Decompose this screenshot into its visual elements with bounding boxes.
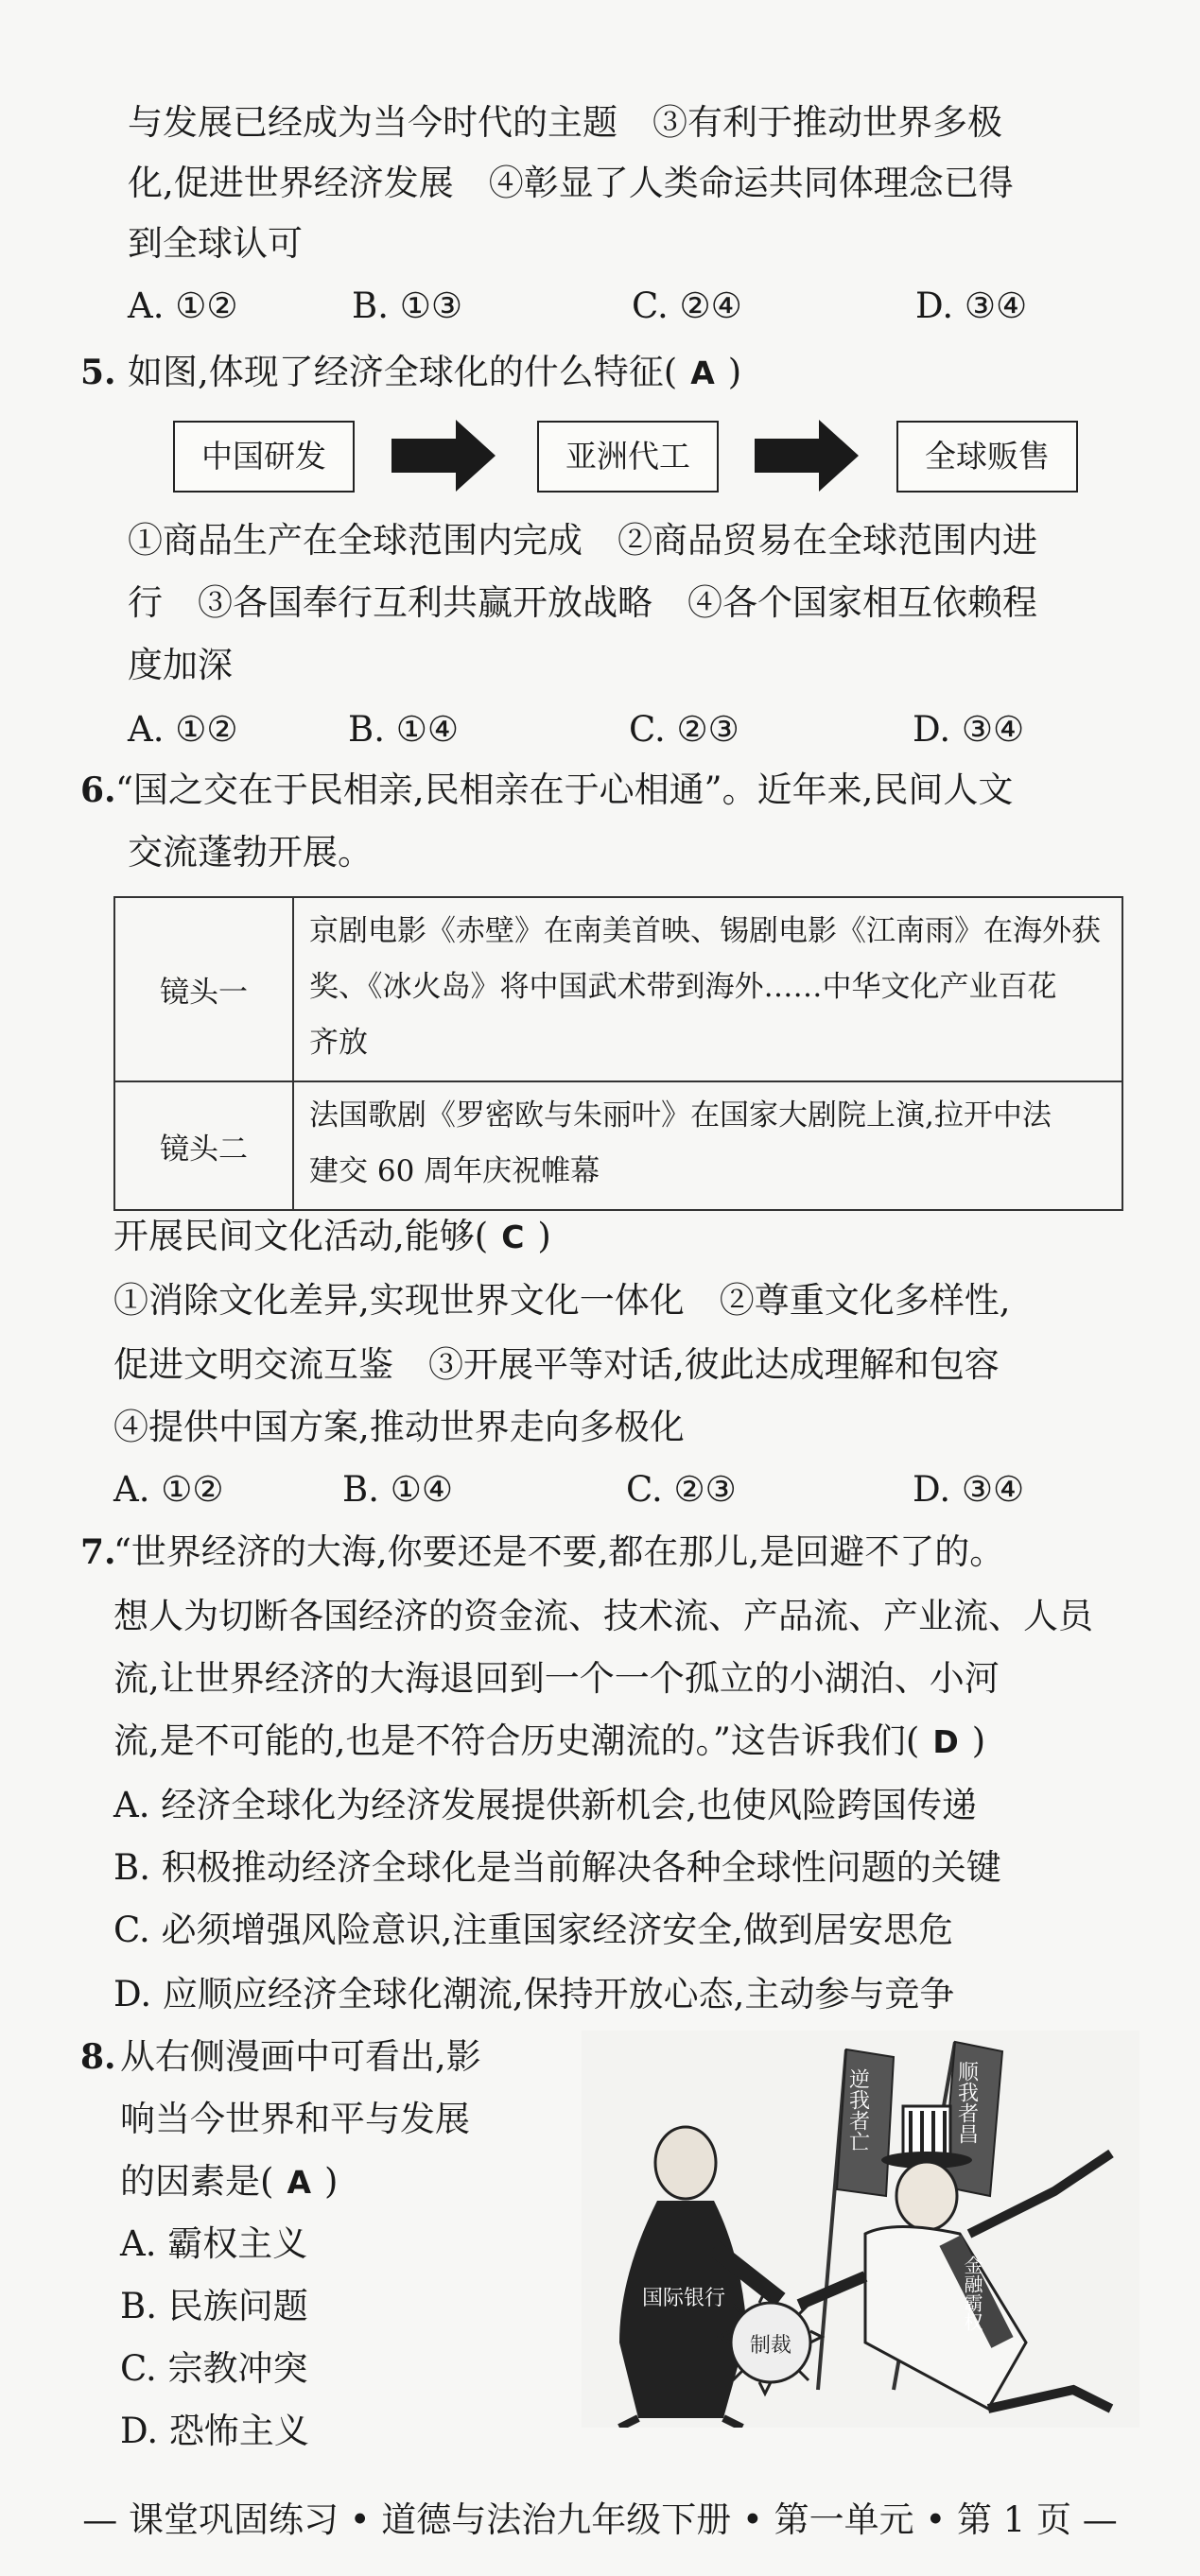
q5-line-3: 度加深 bbox=[128, 645, 233, 685]
row-content-2 bbox=[293, 1081, 1122, 1210]
intro-option-c[interactable]: C. ②④ bbox=[632, 285, 742, 326]
q6-number: 6. bbox=[80, 770, 116, 810]
q8-stem-close: ) bbox=[323, 2161, 339, 2202]
q6-option-b[interactable]: B. ①④ bbox=[342, 1469, 454, 1510]
q8-stem-text: 的因素是( bbox=[120, 2161, 274, 2202]
q5-line-1: ①商品生产在全球范围内完成 ②商品贸易在全球范围内进 bbox=[128, 520, 1037, 561]
q6-line-4: 促进文明交流互鉴 ③开展平等对话,彼此达成理解和包容 bbox=[113, 1344, 1000, 1385]
q6-stem bbox=[113, 1212, 551, 1262]
row-1-line-3: 齐放 bbox=[309, 1026, 368, 1060]
row-head-1: 镜头一 bbox=[114, 897, 293, 1081]
q5-line-2: 行 ③各国奉行互利共赢开放战略 ④各个国家相互依赖程 bbox=[128, 582, 1037, 623]
row-head-2: 镜头二 bbox=[114, 1081, 293, 1210]
q6-answer: C bbox=[501, 1219, 525, 1255]
q7-option-a[interactable]: A. 经济全球化为经济发展提供新机会,也使风险跨国传递 bbox=[113, 1785, 978, 1825]
flow-box-sales: 全球贩售 bbox=[896, 421, 1078, 493]
q8-option-d[interactable]: D. 恐怖主义 bbox=[120, 2411, 309, 2451]
q6-line-1: “国之交在于民相亲,民相亲在于心相通”。近年来,民间人文 bbox=[115, 769, 1014, 810]
table-row bbox=[114, 897, 1122, 1081]
flow-arrow-1-icon bbox=[391, 418, 497, 493]
q6-option-a[interactable]: A. ①② bbox=[113, 1469, 224, 1510]
q5-answer: A bbox=[690, 354, 715, 391]
bank-label: 国际银行 bbox=[642, 2287, 726, 2310]
q6-stem-close: ) bbox=[537, 1216, 551, 1256]
q6-stem-text: 开展民间文化活动,能够( bbox=[113, 1216, 489, 1256]
intro-option-d[interactable]: D. ③④ bbox=[915, 285, 1028, 326]
q8-number: 8. bbox=[80, 2037, 116, 2077]
row-2-line-2: 建交 60 周年庆祝帷幕 bbox=[309, 1154, 600, 1188]
q7-option-d[interactable]: D. 应顺应经济全球化潮流,保持开放心态,主动参与竞争 bbox=[113, 1974, 955, 2014]
flag-right-text: 顺我者昌 bbox=[954, 2061, 979, 2144]
q6-line-5: ④提供中国方案,推动世界走向多极化 bbox=[113, 1407, 685, 1447]
q5-stem-close: ) bbox=[727, 352, 742, 392]
q6-line-2: 交流蓬勃开展。 bbox=[128, 832, 373, 873]
intro-line-3: 到全球认可 bbox=[128, 223, 303, 264]
intro-option-b[interactable]: B. ①③ bbox=[352, 285, 463, 326]
q5-option-a[interactable]: A. ①② bbox=[128, 709, 238, 750]
intro-line-1: 与发展已经成为当今时代的主题 ③有利于推动世界多极 bbox=[128, 102, 1002, 143]
q5-number: 5. bbox=[80, 353, 116, 392]
q8-option-a[interactable]: A. 霸权主义 bbox=[120, 2223, 308, 2264]
q7-option-c[interactable]: C. 必须增强风险意识,注重国家经济安全,做到居安思危 bbox=[113, 1910, 954, 1950]
q5-option-c[interactable]: C. ②③ bbox=[629, 709, 739, 750]
q5-stem-text: 如图,体现了经济全球化的什么特征( bbox=[128, 352, 678, 392]
q7-line-4 bbox=[113, 1717, 985, 1767]
q6-line-3: ①消除文化差异,实现世界文化一体化 ②尊重文化多样性, bbox=[113, 1280, 1011, 1321]
q8-line-2: 响当今世界和平与发展 bbox=[120, 2099, 470, 2139]
table-row bbox=[114, 1081, 1122, 1210]
q7-answer: D bbox=[932, 1723, 959, 1760]
q7-line-2: 想人为切断各国经济的资金流、技术流、产品流、产业流、人员 bbox=[113, 1596, 1093, 1636]
q8-line-3 bbox=[120, 2157, 338, 2207]
intro-line-2: 化,促进世界经济发展 ④彰显了人类命运共同体理念已得 bbox=[128, 163, 1014, 203]
q5-option-d[interactable]: D. ③④ bbox=[913, 709, 1025, 750]
q7-stem-close: ) bbox=[971, 1720, 986, 1761]
flow-box-assembly: 亚洲代工 bbox=[537, 421, 719, 493]
page-footer: — 课堂巩固练习 • 道德与法治九年级下册 • 第一单元 • 第 1 页 — bbox=[82, 2499, 1118, 2540]
q6-option-c[interactable]: C. ②③ bbox=[626, 1469, 737, 1510]
row-content-1 bbox=[293, 897, 1122, 1081]
scenario-table bbox=[113, 896, 1123, 1211]
sanction-label: 制裁 bbox=[750, 2334, 792, 2358]
finance-label: 金融霸权 bbox=[961, 2256, 983, 2331]
q8-option-c[interactable]: C. 宗教冲突 bbox=[120, 2348, 308, 2389]
flag-left-text: 逆我者亡 bbox=[845, 2068, 870, 2152]
q7-line-1: “世界经济的大海,你要还是不要,都在那儿,是回避不了的。 bbox=[113, 1531, 1005, 1572]
intro-option-a[interactable]: A. ①② bbox=[128, 285, 238, 326]
flow-arrow-2-icon bbox=[755, 418, 861, 493]
q7-stem-text: 流,是不可能的,也是不符合历史潮流的。”这告诉我们( bbox=[113, 1720, 920, 1761]
q7-line-3: 流,让世界经济的大海退回到一个一个孤立的小湖泊、小河 bbox=[113, 1658, 1000, 1699]
q8-line-1: 从右侧漫画中可看出,影 bbox=[120, 2036, 481, 2077]
row-1-line-2: 奖、《冰火岛》将中国武术带到海外……中华文化产业百花 bbox=[309, 970, 1057, 1004]
q7-number: 7. bbox=[80, 1532, 116, 1572]
hegemony-cartoon bbox=[582, 2031, 1139, 2428]
row-2-line-1: 法国歌剧《罗密欧与朱丽叶》在国家大剧院上演,拉开中法 bbox=[309, 1098, 1052, 1132]
q5-option-b[interactable]: B. ①④ bbox=[348, 709, 460, 750]
q7-option-b[interactable]: B. 积极推动经济全球化是当前解决各种全球性问题的关键 bbox=[113, 1847, 1001, 1888]
row-1-line-1: 京剧电影《赤壁》在南美首映、锡剧电影《江南雨》在海外获 bbox=[309, 914, 1101, 948]
q5-stem bbox=[128, 348, 741, 398]
q6-option-d[interactable]: D. ③④ bbox=[913, 1469, 1025, 1510]
q8-answer: A bbox=[287, 2164, 311, 2201]
flow-box-research: 中国研发 bbox=[173, 421, 355, 493]
q8-option-b[interactable]: B. 民族问题 bbox=[120, 2286, 308, 2326]
